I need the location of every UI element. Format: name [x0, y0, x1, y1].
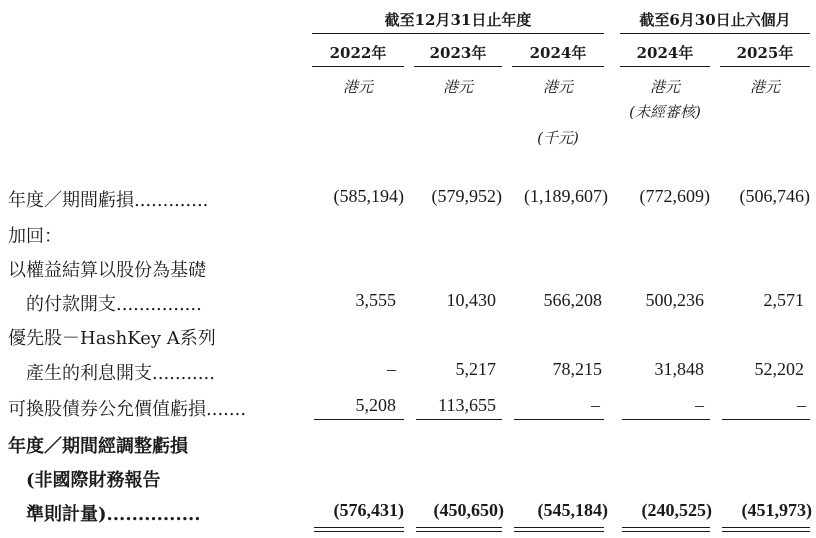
- cell-adjusted-2024: (545,184): [537, 500, 608, 520]
- subtotal-line-2022: [314, 419, 404, 420]
- cell-share-payment-2024: 566,208: [543, 290, 602, 310]
- row-label-share-payment: 的付款開支...............: [8, 294, 202, 315]
- total-double-line-2023: [416, 527, 502, 532]
- cell-convertible-2023: 113,655: [438, 395, 496, 415]
- cell-share-payment-2024-half: 500,236: [645, 290, 704, 310]
- row-label-add-back: 加回：: [8, 226, 62, 247]
- total-double-line-2025: [722, 527, 810, 532]
- cell-adjusted-2022: (576,431): [333, 500, 404, 520]
- year-header-2022: 2022年: [329, 44, 387, 62]
- unit-2023: 港元: [442, 78, 473, 96]
- row-label-measure: 準則計量)...............: [8, 504, 201, 525]
- cell-loss-2025: (506,746): [739, 186, 810, 206]
- total-double-line-2024-half: [622, 527, 710, 532]
- unaudited-note: (未經審核): [629, 103, 701, 121]
- row-label-loss: 年度／期間虧損.............: [8, 190, 209, 211]
- unit-2025: 港元: [749, 78, 780, 96]
- cell-share-payment-2023: 10,430: [446, 290, 496, 310]
- subtotal-line-2024-half: [622, 419, 710, 420]
- group-header-annual: 截至12月31日止年度: [384, 11, 532, 29]
- row-label-interest-expense: 產生的利息開支...........: [8, 363, 215, 384]
- total-double-line-2024: [514, 527, 604, 532]
- year-underline-2024: [512, 66, 604, 67]
- cell-adjusted-2024-half: (240,525): [641, 500, 712, 520]
- cell-share-payment-2022: 3,555: [355, 290, 396, 310]
- year-underline-2022: [312, 66, 404, 67]
- cell-loss-2024-half: (772,609): [639, 186, 710, 206]
- thousands-note: (千元): [537, 129, 579, 147]
- group-header-half-year-underline: [620, 33, 810, 34]
- year-header-2024: 2024年: [529, 44, 587, 62]
- cell-interest-2022: –: [387, 359, 396, 379]
- cell-convertible-2024-half: –: [695, 395, 704, 415]
- cell-loss-2022: (585,194): [333, 186, 404, 206]
- year-underline-2024-half: [620, 66, 710, 67]
- group-header-annual-underline: [312, 33, 604, 34]
- year-underline-2023: [414, 66, 502, 67]
- row-label-preferred-shares: 優先股－HashKey A系列: [8, 328, 216, 349]
- row-label-adjusted-loss: 年度／期間經調整虧損: [8, 436, 188, 457]
- cell-interest-2023: 5,217: [455, 359, 496, 379]
- row-label-equity-settled: 以權益結算以股份為基礎: [8, 260, 206, 281]
- cell-interest-2024: 78,215: [552, 359, 602, 379]
- cell-adjusted-2023: (450,650): [433, 500, 504, 520]
- cell-interest-2025: 52,202: [754, 359, 804, 379]
- year-header-2023: 2023年: [429, 44, 487, 62]
- subtotal-line-2025: [722, 419, 810, 420]
- year-underline-2025: [720, 66, 810, 67]
- cell-interest-2024-half: 31,848: [654, 359, 704, 379]
- year-header-2024-half: 2024年: [636, 44, 694, 62]
- total-double-line-2022: [314, 527, 404, 532]
- subtotal-line-2023: [416, 419, 502, 420]
- unit-2022: 港元: [342, 78, 373, 96]
- unit-2024-half: 港元: [649, 78, 680, 96]
- unit-2024: 港元: [542, 78, 573, 96]
- cell-share-payment-2025: 2,571: [763, 290, 804, 310]
- subtotal-line-2024: [514, 419, 604, 420]
- cell-convertible-2022: 5,208: [355, 395, 396, 415]
- cell-convertible-2024: –: [591, 395, 600, 415]
- group-header-half-year: 截至6月30日止六個月: [639, 11, 791, 29]
- cell-loss-2024: (1,189,607): [524, 186, 608, 206]
- row-label-convertible-bonds: 可換股債券公允價值虧損.......: [8, 399, 247, 420]
- row-label-non-ifrs: (非國際財務報告: [8, 470, 161, 491]
- cell-loss-2023: (579,952): [431, 186, 502, 206]
- cell-convertible-2025: –: [797, 395, 806, 415]
- year-header-2025: 2025年: [736, 44, 794, 62]
- cell-adjusted-2025: (451,973): [741, 500, 812, 520]
